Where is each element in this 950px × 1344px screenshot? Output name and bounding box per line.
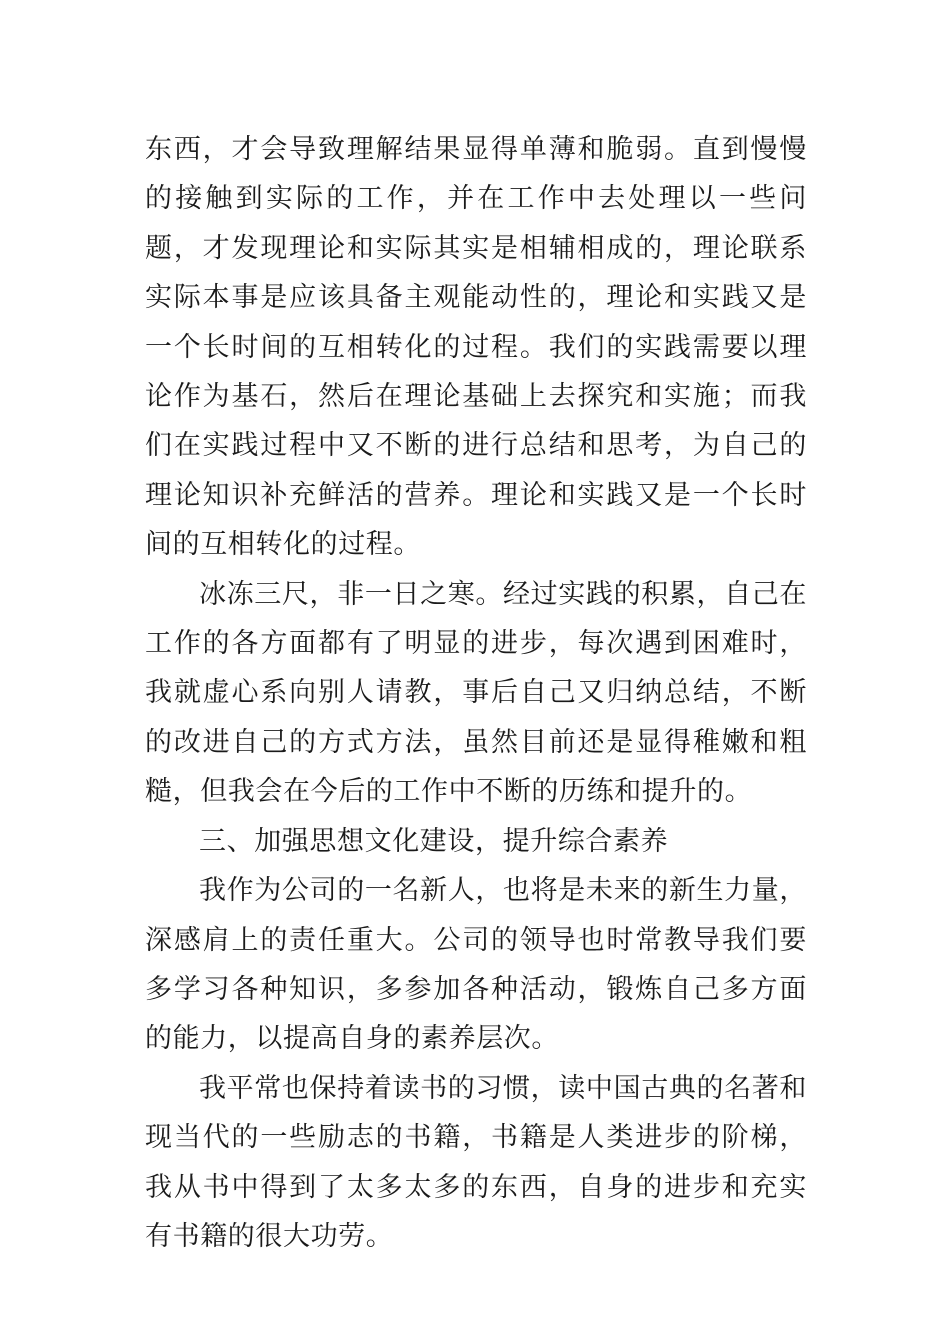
document-body [145,125,807,1261]
paragraph-accumulation: 冰冻三尺，非一日之寒。经过实践的积累，自己在工作的各方面都有了明显的进步，每次遇到困难时，我就虚心系向别人请教，事后自己又归纳总结，不断的改进自己的方式方法，虽然目前还是显得稚嫩和粗糙，但我会在今后的工作中不断的历练和提升的。 [145,578,807,808]
paragraph-reading: 我平常也保持着读书的习惯，读中国古典的名著和现当代的一些励志的书籍，书籍是人类进步的阶梯，我从书中得到了太多太多的东西，自身的进步和充实有书籍的很大功劳。 [145,1072,807,1252]
section-heading-3: 三、加强思想文化建设，提升综合素养 [199,825,669,857]
paragraph-continuation: 东西，才会导致理解结果显得单薄和脆弱。直到慢慢的接触到实际的工作，并在工作中去处理以一些问题，才发现理论和实际其实是相辅相成的，理论联系实际本事是应该具备主观能动性的，理论和实践又是一个长时间的互相转化的过程。我们的实践需要以理论作为基石，然后在理论基础上去探究和实施；而我们在实践过程中又不断的进行总结和思考，为自己的理论知识补充鲜活的营养。理论和实践又是一个长时间的互相转化的过程。 [145,134,807,561]
paragraph-new-member: 我作为公司的一名新人，也将是未来的新生力量，深感肩上的责任重大。公司的领导也时常教导我们要多学习各种知识，多参加各种活动，锻炼自己多方面的能力，以提高自身的素养层次。 [145,875,807,1055]
